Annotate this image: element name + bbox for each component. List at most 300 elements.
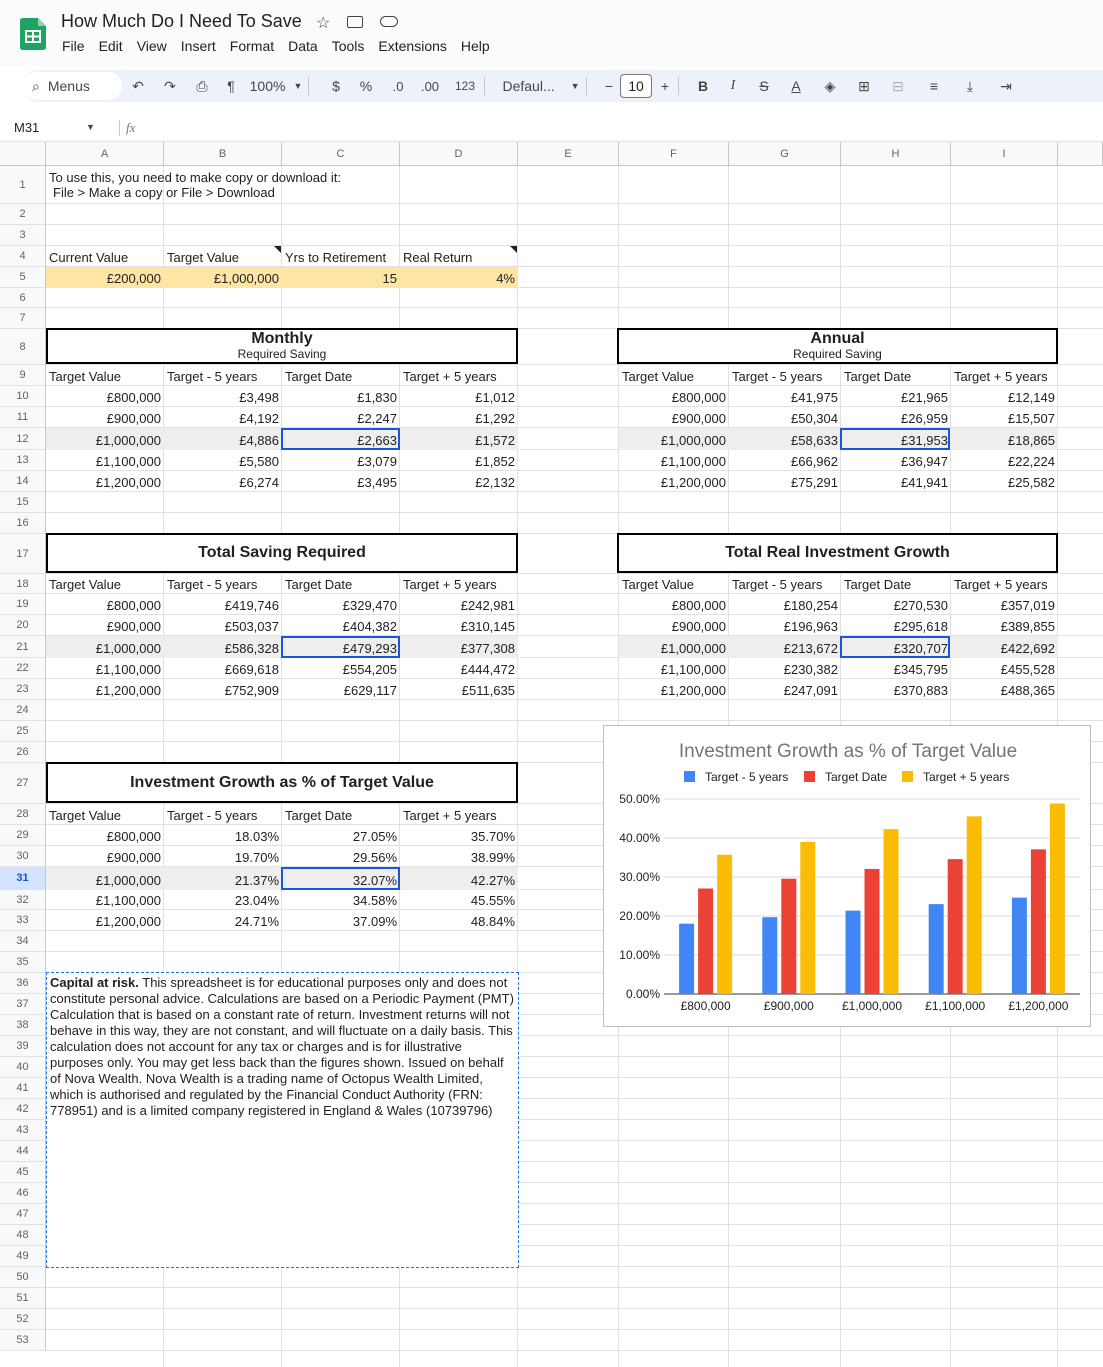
row-header-6[interactable]: 6 xyxy=(0,288,46,308)
total_growth-cell[interactable]: £455,528 xyxy=(1000,662,1055,677)
align-icon[interactable]: ≡ xyxy=(929,78,939,94)
y-tick-label: 40.00% xyxy=(619,831,660,845)
total_growth-header[interactable]: Target - 5 years xyxy=(732,577,823,592)
monthly-cell[interactable]: £4,886 xyxy=(164,428,282,450)
chevron-down-icon: ▼ xyxy=(570,81,580,91)
total_growth-cell[interactable]: £370,883 xyxy=(893,683,948,698)
growth_pct-cell[interactable]: £1,200,000 xyxy=(95,914,161,929)
growth_pct-cell[interactable]: £900,000 xyxy=(106,850,161,865)
row-header-40[interactable]: 40 xyxy=(0,1057,46,1078)
row-header-35[interactable]: 35 xyxy=(0,952,46,973)
annual-cell[interactable]: £15,507 xyxy=(1008,411,1055,426)
total_growth-cell[interactable]: £247,091 xyxy=(783,683,838,698)
bar-target-5-years xyxy=(762,917,777,994)
print-icon[interactable]: ⎙ xyxy=(196,77,208,94)
row-header-10[interactable]: 10 xyxy=(0,386,46,407)
annual-header[interactable]: Target Date xyxy=(844,369,912,384)
total_growth-cell[interactable]: £320,707 xyxy=(841,636,951,658)
total_saving-cell[interactable]: £1,000,000 xyxy=(46,636,164,658)
growth_pct-cell[interactable]: 27.05% xyxy=(352,829,397,844)
currency-button[interactable]: $ xyxy=(332,78,340,94)
growth_pct-cell[interactable]: 21.37% xyxy=(164,867,282,890)
annual-cell[interactable]: £21,965 xyxy=(901,390,948,405)
row-header-42[interactable]: 42 xyxy=(0,1099,46,1120)
input-header[interactable]: Real Return xyxy=(403,250,473,265)
row-header-43[interactable]: 43 xyxy=(0,1120,46,1141)
selected-cell-h12[interactable] xyxy=(840,428,950,450)
strikethrough-icon[interactable]: S xyxy=(759,78,769,94)
row-header-11[interactable]: 11 xyxy=(0,407,46,428)
menu-data[interactable]: Data xyxy=(288,38,318,54)
title-bar xyxy=(0,0,1103,66)
growth_pct-cell[interactable]: £800,000 xyxy=(106,829,161,844)
total_growth-cell[interactable]: £1,000,000 xyxy=(619,636,729,658)
monthly-header xyxy=(46,328,518,364)
input-value[interactable]: 15 xyxy=(282,267,400,288)
row-header-5[interactable]: 5 xyxy=(0,267,46,288)
row-header-13[interactable]: 13 xyxy=(0,450,46,471)
growth_pct-cell[interactable]: 42.27% xyxy=(400,867,518,890)
bar-target-date xyxy=(865,869,880,994)
chevron-down-icon[interactable]: ▼ xyxy=(86,122,95,132)
input-value[interactable]: 4% xyxy=(400,267,518,288)
input-value[interactable]: £1,000,000 xyxy=(164,267,282,288)
select-all-corner[interactable] xyxy=(0,142,46,166)
selected-cell-c31[interactable] xyxy=(281,867,400,890)
total_saving-cell[interactable]: £669,618 xyxy=(224,662,279,677)
row-header-18[interactable]: 18 xyxy=(0,574,46,594)
row-header-38[interactable]: 38 xyxy=(0,1015,46,1036)
total_growth-cell[interactable]: £180,254 xyxy=(783,598,838,613)
total_saving-cell[interactable]: £800,000 xyxy=(106,598,161,613)
growth_pct-header[interactable]: Target - 5 years xyxy=(167,808,258,823)
menus-label: Menus xyxy=(47,78,90,94)
monthly-cell[interactable]: £1,852 xyxy=(475,454,515,469)
input-header[interactable]: Yrs to Retirement xyxy=(285,250,387,265)
row-header-15[interactable]: 15 xyxy=(0,492,46,513)
annual-cell[interactable]: £66,962 xyxy=(791,454,838,469)
bar-target-5-years xyxy=(1012,898,1027,994)
total_saving-cell[interactable]: £242,981 xyxy=(460,598,515,613)
text-color-button[interactable]: A xyxy=(791,78,801,94)
chevron-down-icon: ▼ xyxy=(293,81,303,91)
menu-format[interactable]: Format xyxy=(229,38,275,54)
monthly-cell[interactable]: £3,495 xyxy=(357,475,397,490)
menu-help[interactable]: Help xyxy=(460,38,490,54)
annual-cell[interactable]: £75,291 xyxy=(791,475,838,490)
wrap-icon[interactable]: ⇥ xyxy=(1000,77,1012,94)
document-title[interactable]: How Much Do I Need To Save xyxy=(61,11,302,31)
row-header-47[interactable]: 47 xyxy=(0,1204,46,1225)
total_saving-cell[interactable]: £1,200,000 xyxy=(95,683,161,698)
selected-cell-h21[interactable] xyxy=(840,636,950,658)
monthly-cell[interactable]: £5,580 xyxy=(239,454,279,469)
disclaimer-box[interactable] xyxy=(46,972,519,1268)
chart-title: Investment Growth as % of Target Value xyxy=(678,741,1018,762)
column-header-i[interactable]: I xyxy=(951,142,1058,166)
zoom-select[interactable] xyxy=(244,72,308,100)
total_growth-cell[interactable]: £345,795 xyxy=(893,662,948,677)
row-header-20[interactable]: 20 xyxy=(0,615,46,636)
annual-cell[interactable]: £36,947 xyxy=(901,454,948,469)
total-saving-title: Total Saving Required xyxy=(198,544,366,561)
row-header-26[interactable]: 26 xyxy=(0,742,46,763)
total_saving-cell[interactable]: £554,205 xyxy=(342,662,397,677)
bar-target-date xyxy=(1031,849,1046,994)
column-header-c[interactable]: C xyxy=(282,142,400,166)
disclaimer-bold: Capital at risk. xyxy=(50,975,139,990)
total_growth-cell[interactable]: £357,019 xyxy=(1000,598,1055,613)
row-header-3[interactable]: 3 xyxy=(0,225,46,246)
row-header-7[interactable]: 7 xyxy=(0,308,46,329)
x-tick-label: £1,000,000 xyxy=(841,999,903,1013)
total_saving-cell[interactable]: £1,100,000 xyxy=(95,662,161,677)
undo-icon[interactable]: ↶ xyxy=(132,77,144,94)
monthly-cell[interactable]: £900,000 xyxy=(106,411,161,426)
menu-view[interactable]: View xyxy=(136,38,167,54)
monthly-header[interactable]: Target Value xyxy=(49,369,122,384)
total_growth-cell[interactable]: £213,672 xyxy=(729,636,841,658)
redo-icon[interactable]: ↷ xyxy=(164,77,176,94)
annual-subtitle: Required Saving xyxy=(793,347,882,361)
annual-cell[interactable]: £41,941 xyxy=(901,475,948,490)
total_saving-cell[interactable]: £444,472 xyxy=(460,662,515,677)
selected-cell-c21[interactable] xyxy=(281,636,400,658)
total_growth-cell[interactable]: £900,000 xyxy=(671,619,726,634)
row-header-1[interactable]: 1 xyxy=(0,166,46,204)
row-header-33[interactable]: 33 xyxy=(0,910,46,931)
annual-header[interactable]: Target Value xyxy=(622,369,695,384)
bold-button[interactable]: B xyxy=(697,78,709,94)
intro-cell[interactable] xyxy=(46,166,400,204)
input-header[interactable]: Current Value xyxy=(49,250,129,265)
legend-swatch xyxy=(804,771,815,782)
legend-swatch xyxy=(684,771,695,782)
bar-target-5-years xyxy=(800,842,815,994)
total_growth-cell[interactable]: £389,855 xyxy=(1000,619,1055,634)
total_saving-cell[interactable]: £419,746 xyxy=(224,598,279,613)
monthly-cell[interactable]: £4,192 xyxy=(239,411,279,426)
legend-swatch xyxy=(902,771,913,782)
total_growth-cell[interactable]: £230,382 xyxy=(783,662,838,677)
merge-cells-icon[interactable]: ⊟ xyxy=(892,77,904,94)
column-header-b[interactable]: B xyxy=(164,142,282,166)
total_saving-cell[interactable]: £310,145 xyxy=(460,619,515,634)
annual-cell[interactable]: £58,633 xyxy=(729,428,841,450)
row-header-53[interactable]: 53 xyxy=(0,1330,46,1351)
legend-label: Target - 5 years xyxy=(705,770,789,784)
growth_pct-cell[interactable]: 38.99% xyxy=(470,850,515,865)
column-header-e[interactable]: E xyxy=(518,142,619,166)
growth_pct-cell[interactable]: 18.03% xyxy=(234,829,279,844)
bar-target-5-years xyxy=(1050,804,1065,994)
row-header-4[interactable]: 4 xyxy=(0,246,46,267)
y-tick-label: 20.00% xyxy=(619,909,660,923)
number-format-button[interactable]: 123 xyxy=(454,79,476,93)
bar-target-5-years xyxy=(967,816,982,994)
row-header-34[interactable]: 34 xyxy=(0,931,46,952)
menu-file[interactable]: File xyxy=(62,38,85,54)
total_growth-cell[interactable]: £800,000 xyxy=(671,598,726,613)
row-header-45[interactable]: 45 xyxy=(0,1162,46,1183)
row-header-31[interactable]: 31 xyxy=(0,867,46,890)
monthly-header[interactable]: Target + 5 years xyxy=(403,369,497,384)
growth_pct-cell[interactable]: 23.04% xyxy=(234,893,279,908)
monthly-cell[interactable]: £800,000 xyxy=(106,390,161,405)
row-header-24[interactable]: 24 xyxy=(0,700,46,721)
growth-pct-title: Investment Growth as % of Target Value xyxy=(130,773,434,791)
annual-cell[interactable]: £1,000,000 xyxy=(619,428,729,450)
fill-color-icon[interactable]: ◈ xyxy=(824,77,836,94)
growth_pct-cell[interactable]: £1,000,000 xyxy=(46,867,164,890)
growth-pct-header xyxy=(46,762,518,803)
row-header-28[interactable]: 28 xyxy=(0,804,46,825)
annual-cell[interactable]: £22,224 xyxy=(1008,454,1055,469)
row-header-17[interactable]: 17 xyxy=(0,534,46,574)
column-header-g[interactable]: G xyxy=(729,142,841,166)
total_saving-cell[interactable]: £503,037 xyxy=(224,619,279,634)
total_saving-header[interactable]: Target - 5 years xyxy=(167,577,258,592)
percent-button[interactable]: % xyxy=(359,78,373,94)
legend-label: Target Date xyxy=(825,770,888,784)
column-header-f[interactable]: F xyxy=(619,142,729,166)
input-value[interactable]: £200,000 xyxy=(46,267,164,288)
bar-target-5-years xyxy=(846,911,861,994)
annual-cell[interactable]: £25,582 xyxy=(1008,475,1055,490)
total_growth-cell[interactable]: £1,100,000 xyxy=(660,662,726,677)
growth_pct-cell[interactable]: 37.09% xyxy=(352,914,397,929)
total_saving-cell[interactable]: £511,635 xyxy=(461,683,515,698)
row-header-52[interactable]: 52 xyxy=(0,1309,46,1330)
annual-cell[interactable]: £1,100,000 xyxy=(660,454,726,469)
font-size-input[interactable]: 10 xyxy=(620,74,652,98)
monthly-cell[interactable]: £1,012 xyxy=(475,390,515,405)
column-header-h[interactable]: H xyxy=(841,142,951,166)
total_saving-header[interactable]: Target + 5 years xyxy=(403,577,497,592)
font-size-decrease-icon[interactable]: − xyxy=(604,78,614,94)
intro-line-2: File > Make a copy or File > Download xyxy=(53,185,275,200)
row-header-30[interactable]: 30 xyxy=(0,846,46,867)
valign-icon[interactable]: ⤓ xyxy=(966,77,974,94)
total_growth-cell[interactable]: £488,365 xyxy=(1000,683,1055,698)
total_saving-cell[interactable]: £900,000 xyxy=(106,619,161,634)
intro-line-1: To use this, you need to make copy or download it: xyxy=(49,170,341,185)
toolbar xyxy=(22,70,1103,102)
row-header-21[interactable]: 21 xyxy=(0,636,46,658)
column-header-d[interactable]: D xyxy=(400,142,518,166)
bar-target-5-years xyxy=(884,829,899,994)
total_growth-cell[interactable]: £196,963 xyxy=(783,619,838,634)
bar-target-5-years xyxy=(929,904,944,994)
row-header-48[interactable]: 48 xyxy=(0,1225,46,1246)
annual-cell[interactable]: £900,000 xyxy=(671,411,726,426)
row-header-41[interactable]: 41 xyxy=(0,1078,46,1099)
input-header[interactable]: Target Value xyxy=(167,250,240,265)
menu-extensions[interactable]: Extensions xyxy=(378,38,447,54)
monthly-cell[interactable]: £2,663 xyxy=(282,428,400,450)
growth_pct-cell[interactable]: 45.55% xyxy=(470,893,515,908)
row-header-36[interactable]: 36 xyxy=(0,973,46,994)
annual-cell[interactable]: £50,304 xyxy=(791,411,838,426)
row-header-37[interactable]: 37 xyxy=(0,994,46,1015)
chart-container[interactable] xyxy=(603,725,1091,1027)
x-tick-label: £900,000 xyxy=(763,999,814,1013)
total_growth-header[interactable]: Target Value xyxy=(622,577,695,592)
selected-cell-c12[interactable] xyxy=(281,428,400,450)
row-header-27[interactable]: 27 xyxy=(0,763,46,804)
fx-label: fx xyxy=(119,120,135,136)
row-header-29[interactable]: 29 xyxy=(0,825,46,846)
zoom-value: 100% xyxy=(249,78,286,94)
annual-cell[interactable]: £18,865 xyxy=(951,428,1058,450)
bar-target-5-years xyxy=(717,855,732,994)
sheets-logo[interactable] xyxy=(20,18,46,50)
menu-edit[interactable]: Edit xyxy=(98,38,123,54)
annual-cell[interactable]: £26,959 xyxy=(901,411,948,426)
row-header-46[interactable]: 46 xyxy=(0,1183,46,1204)
x-tick-label: £800,000 xyxy=(680,999,731,1013)
annual-cell[interactable]: £12,149 xyxy=(1008,390,1055,405)
row-header-32[interactable]: 32 xyxy=(0,890,46,910)
total_saving-cell[interactable]: £752,909 xyxy=(224,683,279,698)
monthly-cell[interactable]: £2,132 xyxy=(475,475,515,490)
monthly-cell[interactable]: £1,572 xyxy=(400,428,518,450)
total_saving-cell[interactable]: £404,382 xyxy=(342,619,397,634)
monthly-cell[interactable]: £3,079 xyxy=(357,454,397,469)
growth_pct-header[interactable]: Target + 5 years xyxy=(403,808,497,823)
row-header-2[interactable]: 2 xyxy=(0,204,46,225)
total_growth-cell[interactable]: £295,618 xyxy=(893,619,948,634)
y-tick-label: 30.00% xyxy=(619,870,660,884)
bar-target-date xyxy=(948,859,963,994)
column-header-j[interactable] xyxy=(1058,142,1103,166)
total_saving-cell[interactable]: £586,328 xyxy=(164,636,282,658)
borders-icon[interactable]: ⊞ xyxy=(858,77,870,94)
x-tick-label: £1,100,000 xyxy=(925,999,986,1013)
column-header-a[interactable]: A xyxy=(46,142,164,166)
menu-insert[interactable]: Insert xyxy=(180,38,216,54)
comment-indicator[interactable] xyxy=(274,246,281,253)
monthly-header[interactable]: Target - 5 years xyxy=(167,369,258,384)
decrease-decimal-button[interactable]: .0 xyxy=(392,78,404,94)
monthly-cell[interactable]: £1,292 xyxy=(475,411,515,426)
comment-indicator[interactable] xyxy=(510,246,517,253)
row-header-12[interactable]: 12 xyxy=(0,428,46,450)
annual-title: Annual xyxy=(810,330,865,347)
monthly-cell[interactable]: £2,247 xyxy=(357,411,397,426)
monthly-cell[interactable]: £1,200,000 xyxy=(95,475,161,490)
monthly-cell[interactable]: £1,830 xyxy=(357,390,397,405)
y-tick-label: 10.00% xyxy=(619,948,660,962)
row-header-49[interactable]: 49 xyxy=(0,1246,46,1267)
formula-bar xyxy=(0,114,1103,142)
row-header-39[interactable]: 39 xyxy=(0,1036,46,1057)
annual-header[interactable]: Target + 5 years xyxy=(954,369,1048,384)
row-header-22[interactable]: 22 xyxy=(0,658,46,679)
growth_pct-header[interactable]: Target Date xyxy=(285,808,353,823)
y-tick-label: 50.00% xyxy=(619,792,660,806)
growth_pct-cell[interactable]: 24.71% xyxy=(234,914,279,929)
row-header-19[interactable]: 19 xyxy=(0,594,46,615)
row-header-25[interactable]: 25 xyxy=(0,721,46,742)
total-saving-header xyxy=(46,533,518,573)
row-header-44[interactable]: 44 xyxy=(0,1141,46,1162)
row-header-8[interactable]: 8 xyxy=(0,329,46,365)
row-header-14[interactable]: 14 xyxy=(0,471,46,492)
paint-format-icon[interactable]: ¶ xyxy=(227,78,235,94)
growth_pct-cell[interactable]: 32.07% xyxy=(282,867,400,890)
font-size-increase-icon[interactable]: + xyxy=(660,78,670,94)
total-growth-title: Total Real Investment Growth xyxy=(725,544,950,561)
total_growth-header[interactable]: Target + 5 years xyxy=(954,577,1048,592)
monthly-subtitle: Required Saving xyxy=(237,347,327,361)
monthly-cell[interactable]: £6,274 xyxy=(239,475,279,490)
cloud-status-icon[interactable] xyxy=(380,16,398,27)
legend-label: Target + 5 years xyxy=(923,770,1010,784)
total_saving-header[interactable]: Target Date xyxy=(285,577,353,592)
total_saving-cell[interactable]: £329,470 xyxy=(342,598,397,613)
growth_pct-cell[interactable]: 35.70% xyxy=(470,829,515,844)
annual-cell[interactable]: £800,000 xyxy=(671,390,726,405)
total_saving-cell[interactable]: £377,308 xyxy=(400,636,518,658)
annual-cell[interactable]: £1,200,000 xyxy=(660,475,726,490)
annual-header xyxy=(617,328,1058,364)
menus-search[interactable] xyxy=(22,72,122,100)
x-tick-label: £1,200,000 xyxy=(1008,999,1069,1013)
monthly-cell[interactable]: £1,000,000 xyxy=(46,428,164,450)
growth_pct-cell[interactable]: 34.58% xyxy=(352,893,397,908)
increase-decimal-button[interactable]: .00 xyxy=(420,78,440,94)
annual-cell[interactable]: £31,953 xyxy=(841,428,951,450)
row-header-50[interactable]: 50 xyxy=(0,1267,46,1288)
annual-cell[interactable]: £41,975 xyxy=(791,390,838,405)
row-header-16[interactable]: 16 xyxy=(0,513,46,534)
monthly-title: Monthly xyxy=(251,330,313,347)
row-header-51[interactable]: 51 xyxy=(0,1288,46,1309)
total_saving-header[interactable]: Target Value xyxy=(49,577,122,592)
font-select[interactable] xyxy=(496,72,586,100)
row-header-23[interactable]: 23 xyxy=(0,679,46,700)
monthly-cell[interactable]: £3,498 xyxy=(239,390,279,405)
row-header-9[interactable]: 9 xyxy=(0,365,46,386)
growth_pct-cell[interactable]: 48.84% xyxy=(470,914,515,929)
growth_pct-cell[interactable]: £1,100,000 xyxy=(95,893,161,908)
name-box[interactable]: M31 xyxy=(14,120,40,135)
monthly-cell[interactable]: £1,100,000 xyxy=(95,454,161,469)
total_saving-cell[interactable]: £479,293 xyxy=(282,636,400,658)
total_saving-cell[interactable]: £629,117 xyxy=(343,683,397,698)
search-icon: ⌕ xyxy=(32,77,40,94)
annual-header[interactable]: Target - 5 years xyxy=(732,369,823,384)
italic-button[interactable]: I xyxy=(730,78,736,93)
total_growth-cell[interactable]: £422,692 xyxy=(951,636,1058,658)
growth_pct-cell[interactable]: 19.70% xyxy=(234,850,279,865)
bar-chart xyxy=(604,726,1092,1028)
total_growth-header[interactable]: Target Date xyxy=(844,577,912,592)
monthly-header[interactable]: Target Date xyxy=(285,369,353,384)
growth_pct-header[interactable]: Target Value xyxy=(49,808,122,823)
menu-bar xyxy=(62,38,504,54)
star-icon[interactable]: ☆ xyxy=(316,15,331,32)
disclaimer-text: This spreadsheet is for educational purposes only and does not constitute personal advice. Calculations are based on a Periodic Payment (PMT) Calculation that is based on a constant rate of return. Investment returns will not behave in this way, they are not constant, and will fluctuate on a daily basis. This calculation does not account for any tax or charges and is for illustrative purposes only. You may get less back than the figures shown. Issued on behalf of Nova Wealth. Nova Wealth is a trading name of Octopus Wealth Limited, which is authorised and regulated by the Financial Conduct Authority (FRN: 778951) and is a limited company registered in England & Wales (10739796) xyxy=(50,975,514,1118)
move-folder-icon[interactable] xyxy=(347,16,363,28)
total_growth-cell[interactable]: £270,530 xyxy=(893,598,948,613)
growth_pct-cell[interactable]: 29.56% xyxy=(352,850,397,865)
total_growth-cell[interactable]: £1,200,000 xyxy=(660,683,726,698)
total-growth-header xyxy=(617,533,1058,573)
bar-target-5-years xyxy=(679,924,694,994)
menu-tools[interactable]: Tools xyxy=(331,38,365,54)
